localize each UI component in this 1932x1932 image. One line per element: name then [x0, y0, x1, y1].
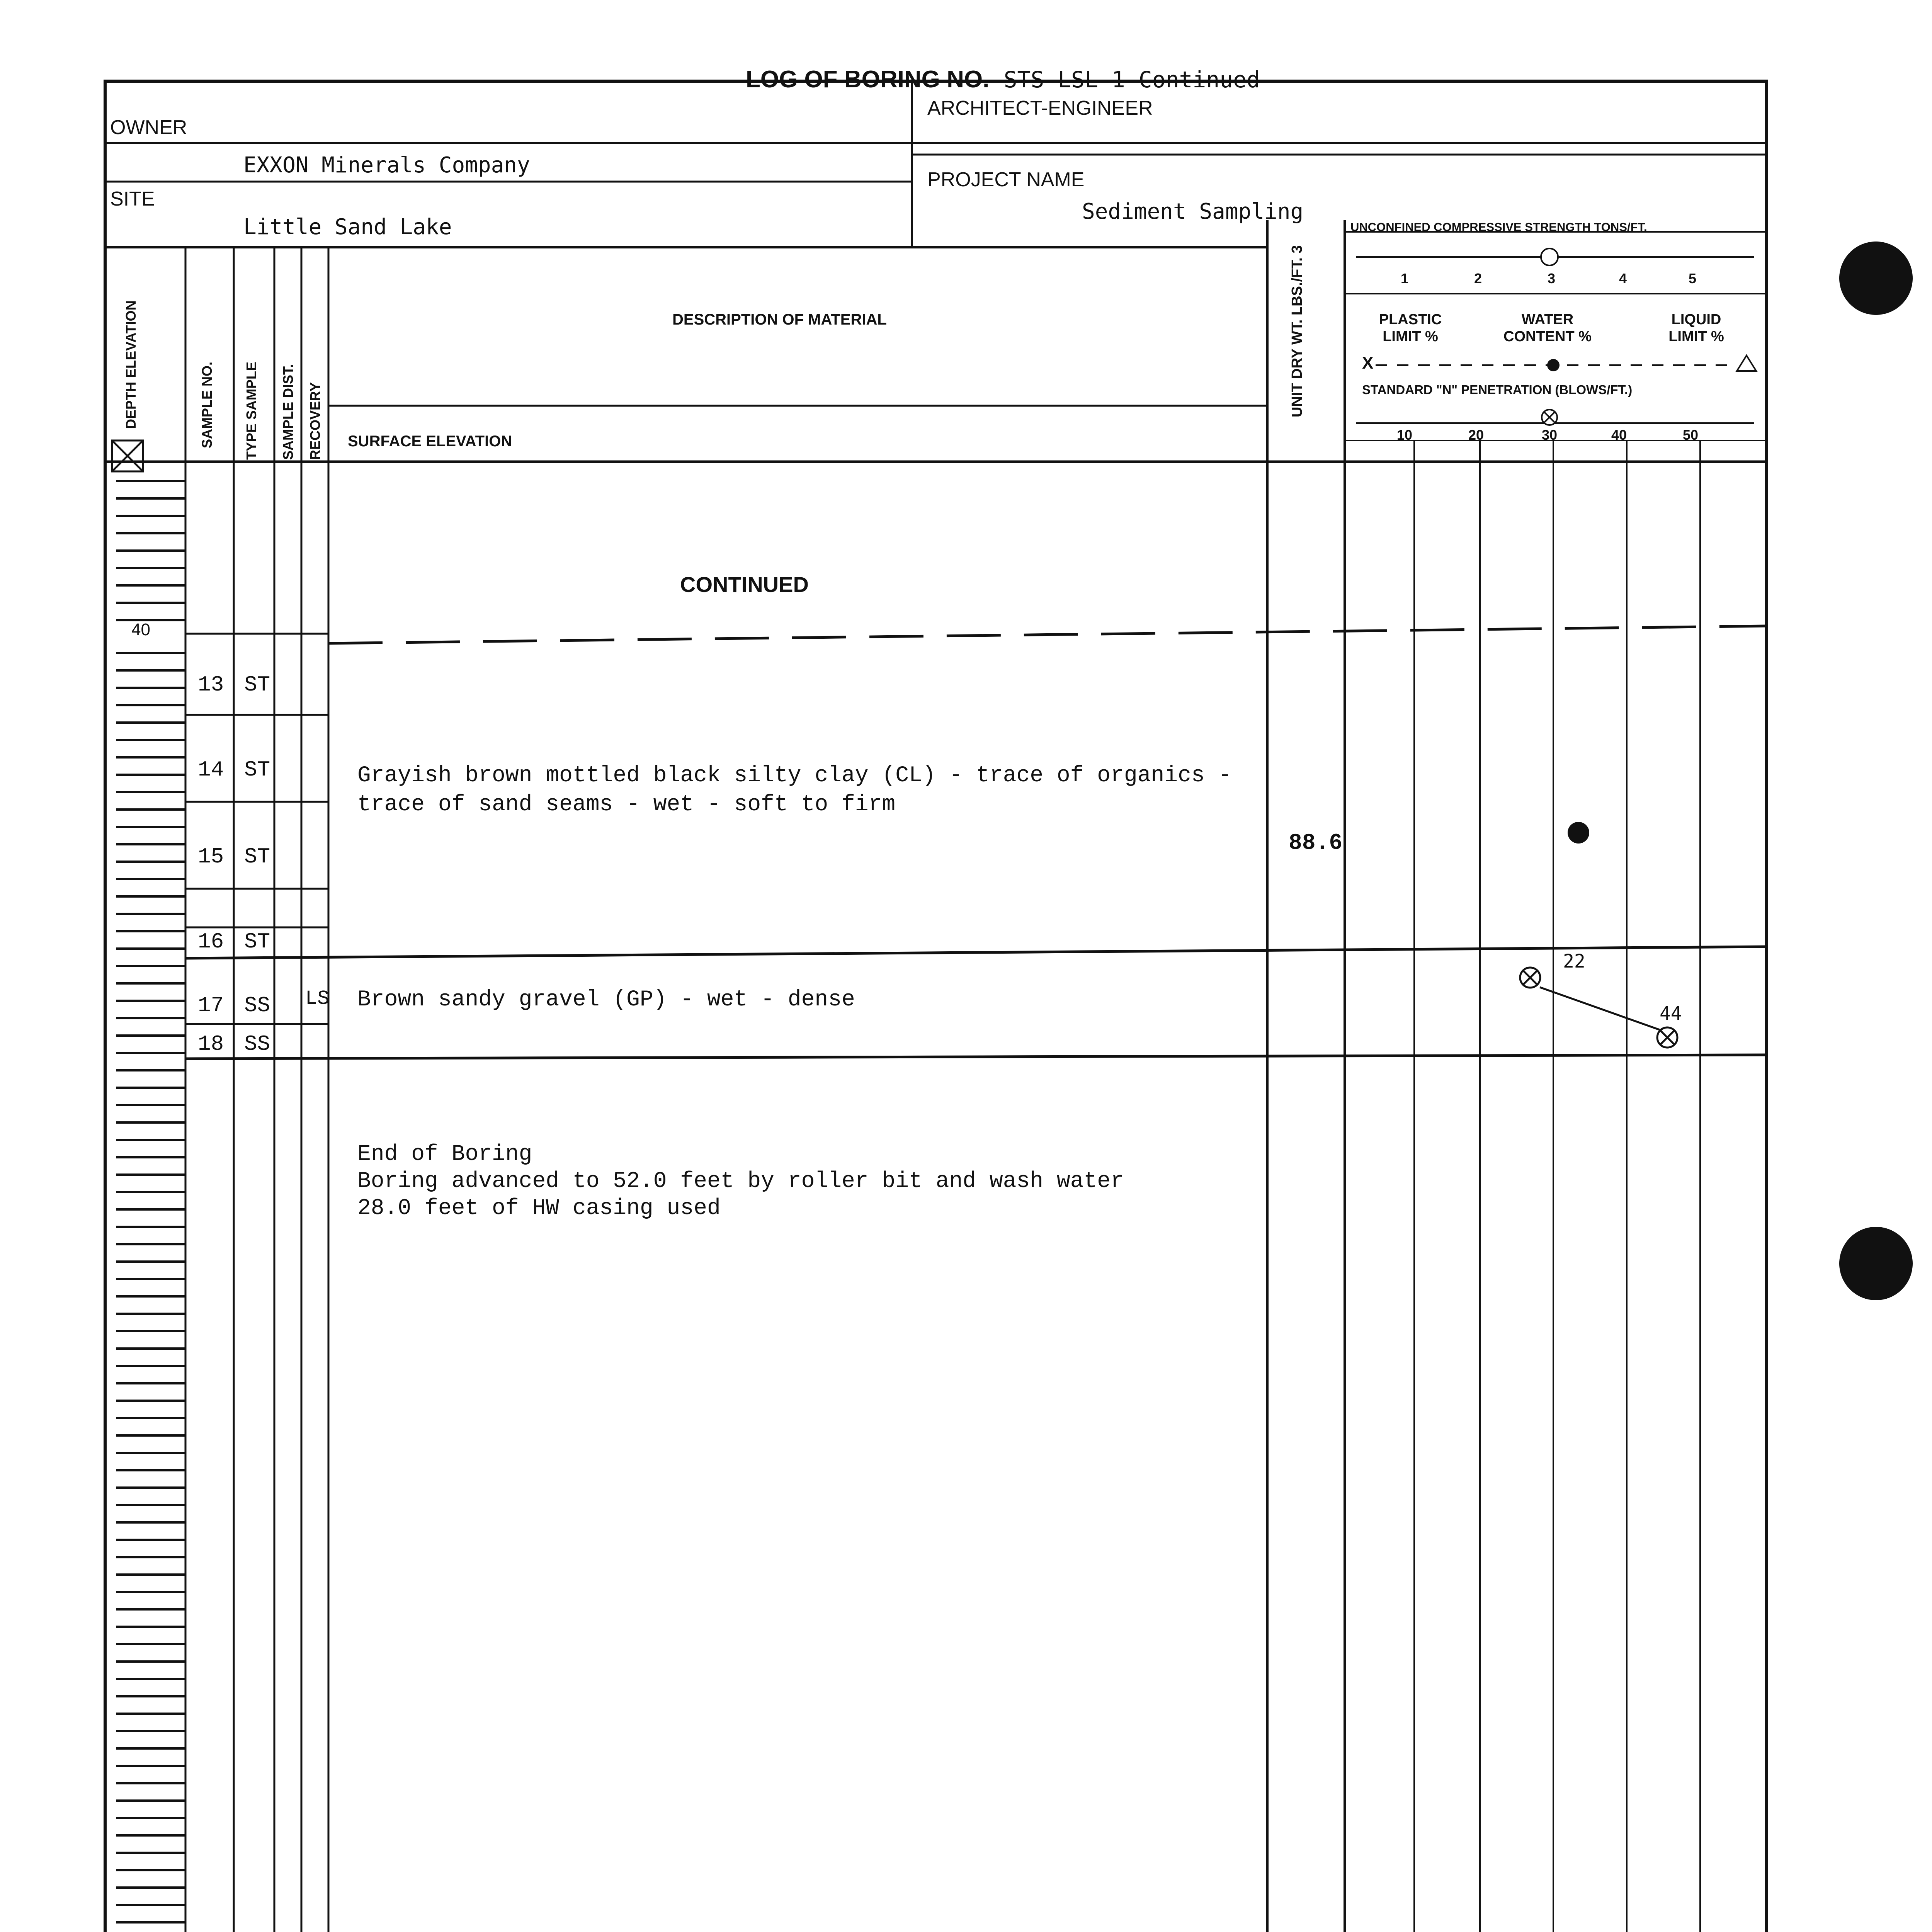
sample-17-dist: LS — [305, 987, 330, 1010]
description-header: DESCRIPTION OF MATERIAL — [672, 311, 887, 328]
ucs-tick-2: 2 — [1474, 270, 1482, 286]
boring-number: STS LSL-1 Continued — [1003, 66, 1260, 93]
ucs-tick-5: 5 — [1689, 270, 1697, 286]
unit-dry-wt-header: UNIT DRY WT. LBS./FT. 3 — [1289, 245, 1305, 417]
liquid-limit-label: LIQUID LIMIT % — [1668, 311, 1724, 345]
spt-tick-50: 50 — [1683, 427, 1699, 443]
spt-tick-40: 40 — [1611, 427, 1627, 443]
ucs-tick-3: 3 — [1548, 270, 1556, 286]
project-label: PROJECT NAME — [927, 168, 1085, 191]
architect-label: ARCHITECT-ENGINEER — [927, 97, 1153, 119]
end-of-boring-line1: End of Boring — [357, 1142, 532, 1167]
ucs-title: UNCONFINED COMPRESSIVE STRENGTH TONS/FT. — [1350, 220, 1647, 234]
continued-label: CONTINUED — [680, 572, 809, 597]
sample-13-type: ST — [244, 672, 270, 697]
sample-no-header: SAMPLE NO. — [199, 361, 215, 448]
site-label: SITE — [110, 188, 155, 210]
ucs-tick-4: 4 — [1619, 270, 1627, 286]
sample-14-no: 14 — [198, 757, 224, 782]
water-content-label: WATER CONTENT % — [1503, 311, 1592, 345]
surface-elevation-label: SURFACE ELEVATION — [348, 433, 512, 450]
type-sample-header: TYPE SAMPLE — [243, 361, 259, 460]
sample-14-type: ST — [244, 757, 270, 782]
sample-dist-header: SAMPLE DIST. — [280, 364, 296, 460]
sample-16-type: ST — [244, 929, 270, 954]
recovery-header: RECOVERY — [307, 382, 323, 460]
depth-marker: 40 — [131, 620, 150, 639]
punch-hole-middle — [1839, 1227, 1913, 1300]
spt-tick-20: 20 — [1468, 427, 1484, 443]
sample-18-type: SS — [244, 1032, 270, 1056]
project-value: Sediment Sampling — [1082, 199, 1304, 224]
unit-dry-weight-value: 88.6 — [1289, 831, 1343, 856]
spt-tick-10: 10 — [1397, 427, 1413, 443]
end-of-boring-line2: Boring advanced to 52.0 feet by roller bit and wash water — [357, 1169, 1124, 1194]
sample-15-type: ST — [244, 844, 270, 869]
sample-17-no: 17 — [198, 993, 224, 1018]
n-value-22: 22 — [1563, 951, 1585, 972]
sample-18-no: 18 — [198, 1032, 224, 1056]
plastic-limit-label: PLASTIC LIMIT % — [1379, 311, 1442, 345]
n-value-44: 44 — [1660, 1003, 1682, 1024]
spt-tick-30: 30 — [1542, 427, 1558, 443]
owner-value: EXXON Minerals Company — [243, 153, 530, 178]
layer1-description-line1: Grayish brown mottled black silty clay (CL) - trace of organics - — [357, 763, 1232, 788]
plastic-x-mark: X — [1362, 354, 1374, 372]
punch-hole-top — [1839, 242, 1913, 315]
title-prefix: LOG OF BORING NO. — [746, 66, 990, 93]
spt-title: STANDARD "N" PENETRATION (BLOWS/FT.) — [1362, 383, 1633, 397]
owner-label: OWNER — [110, 116, 187, 139]
sample-16-no: 16 — [198, 929, 224, 954]
site-value: Little Sand Lake — [243, 214, 452, 240]
end-of-boring-line3: 28.0 feet of HW casing used — [357, 1196, 721, 1221]
page-title — [746, 66, 1260, 93]
sample-15-no: 15 — [198, 844, 224, 869]
depth-elevation-header: DEPTH ELEVATION — [123, 300, 139, 429]
ucs-tick-1: 1 — [1401, 270, 1409, 286]
layer2-description: Brown sandy gravel (GP) - wet - dense — [357, 987, 855, 1012]
layer1-description-line2: trace of sand seams - wet - soft to firm — [357, 792, 896, 817]
sample-17-type: SS — [244, 993, 270, 1018]
sample-13-no: 13 — [198, 672, 224, 697]
